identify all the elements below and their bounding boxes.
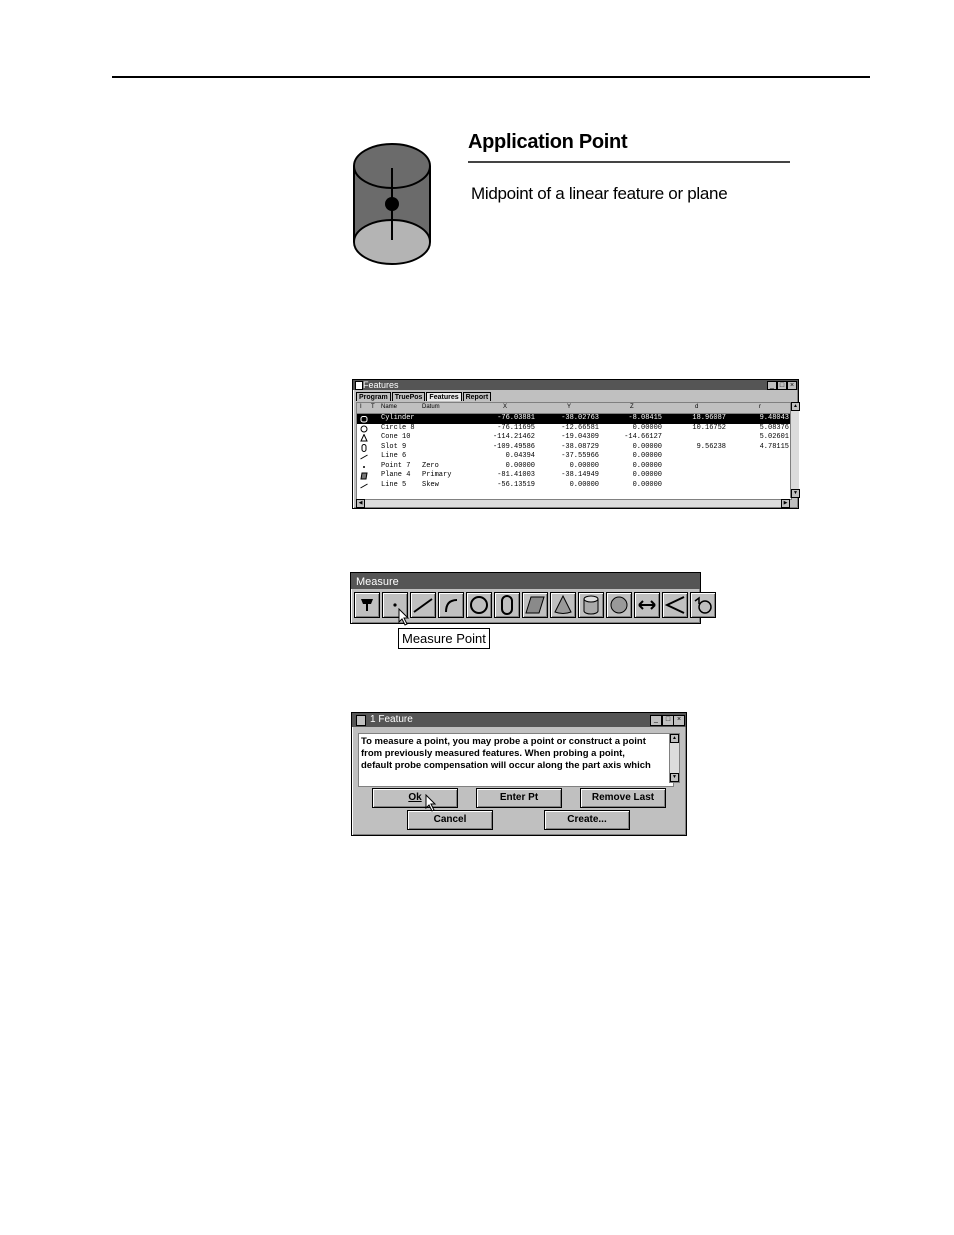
feature-dialog — [351, 712, 687, 836]
section-description: Midpoint of a linear feature or plane — [471, 184, 728, 203]
value-z: 0.00000 — [632, 442, 662, 451]
col-r[interactable]: r — [759, 404, 761, 410]
maximize-icon[interactable]: □ — [662, 715, 674, 726]
scroll-up-icon[interactable]: ▲ — [791, 402, 800, 411]
slot-tool-button[interactable] — [494, 592, 520, 618]
table-row[interactable] — [357, 433, 791, 443]
col-y[interactable]: Y — [567, 404, 572, 410]
value-z: -14.66127 — [624, 433, 662, 441]
feature-name: Line 5 — [381, 480, 407, 489]
cone-tool-button[interactable] — [550, 592, 576, 618]
mouse-pointer-icon — [425, 794, 437, 817]
scroll-down-icon[interactable]: ▼ — [791, 489, 800, 498]
value-z: 0.00000 — [632, 452, 662, 460]
angle-tool-button[interactable] — [662, 592, 688, 618]
value-z: 0.00000 — [632, 461, 662, 470]
tooltip: Measure Point — [398, 628, 490, 649]
slot-icon — [497, 595, 517, 615]
grid-header — [357, 403, 791, 414]
feature-name: Circle 8 — [381, 423, 415, 432]
cone-icon — [553, 595, 573, 615]
value-y: -38.14949 — [561, 471, 599, 479]
value-d: 9.56238 — [696, 442, 726, 451]
create-button[interactable]: Create... — [544, 810, 630, 830]
value-r: 4.78115 — [759, 442, 789, 451]
cancel-button[interactable]: Cancel — [407, 810, 493, 830]
line-icon — [413, 595, 433, 615]
arc-tool-button[interactable] — [438, 592, 464, 618]
value-d: 10.16752 — [692, 423, 726, 432]
feature-datum: Zero — [422, 461, 439, 470]
scroll-up-icon[interactable]: ▲ — [670, 734, 679, 743]
minimize-icon[interactable]: _ — [650, 715, 662, 726]
maximize-icon[interactable]: □ — [777, 381, 787, 390]
circle-icon — [469, 595, 489, 615]
value-x: 0.04394 — [505, 452, 535, 460]
value-y: -38.02763 — [561, 414, 599, 422]
scroll-down-icon[interactable]: ▼ — [670, 773, 679, 782]
value-r: 5.08376 — [759, 423, 789, 432]
close-icon[interactable]: × — [787, 381, 797, 390]
dialog-titlebar — [352, 713, 686, 727]
dialog-menu-icon[interactable] — [356, 715, 366, 726]
scroll-right-icon[interactable]: ▶ — [781, 499, 790, 508]
table-row[interactable] — [357, 462, 791, 472]
features-grid — [356, 402, 792, 500]
angle-icon — [665, 595, 685, 615]
col-t[interactable]: T — [371, 404, 375, 410]
value-r: 5.02601 — [759, 433, 789, 441]
sphere-icon — [609, 595, 629, 615]
feature-name: Slot 9 — [381, 442, 407, 451]
plane-icon — [525, 595, 545, 615]
circle-tool-button[interactable] — [466, 592, 492, 618]
value-x: -56.13519 — [497, 480, 535, 489]
probe-tool-button[interactable] — [354, 592, 380, 618]
rotation-icon — [693, 595, 713, 615]
feature-datum: Primary — [422, 471, 452, 479]
tab-report[interactable]: Report — [463, 392, 492, 401]
value-x: -76.03881 — [497, 414, 535, 422]
value-z: -8.08415 — [628, 414, 662, 422]
table-row[interactable] — [357, 443, 791, 453]
features-window — [352, 379, 799, 509]
line-tool-button[interactable] — [410, 592, 436, 618]
col-z[interactable]: Z — [630, 404, 634, 410]
table-row[interactable] — [357, 414, 791, 424]
value-x: -109.49586 — [492, 442, 535, 451]
cylinder-tool-button[interactable] — [578, 592, 604, 618]
value-y: 0.00000 — [569, 461, 599, 470]
sphere-tool-button[interactable] — [606, 592, 632, 618]
value-x: -76.11695 — [497, 423, 535, 432]
value-x: 0.00000 — [505, 461, 535, 470]
message-scrollbar[interactable] — [669, 733, 680, 783]
value-z: 0.00000 — [632, 471, 662, 479]
arc-icon — [441, 595, 461, 615]
vertical-scrollbar[interactable] — [790, 402, 799, 498]
message-line: from previously measured features. When probing a point, — [361, 748, 625, 759]
title-rule — [468, 161, 790, 163]
features-tabs — [356, 392, 491, 401]
close-icon[interactable]: × — [673, 715, 685, 726]
col-datum[interactable]: Datum — [422, 404, 440, 410]
cylinder-icon — [581, 595, 601, 615]
tab-program[interactable]: Program — [356, 392, 391, 401]
table-row[interactable] — [357, 424, 791, 434]
table-row[interactable] — [357, 481, 791, 491]
value-z: 0.00000 — [632, 423, 662, 432]
value-x: -114.21462 — [492, 433, 535, 441]
enter-pt-button[interactable]: Enter Pt — [476, 788, 562, 808]
value-r: 9.48043 — [759, 414, 789, 422]
tab-truepos[interactable]: TruePos — [392, 392, 426, 401]
cylinder-illustration-icon — [348, 138, 440, 270]
window-title: Features — [363, 380, 399, 390]
ok-button[interactable] — [372, 788, 458, 808]
line-icon — [360, 482, 368, 495]
rotation-tool-button[interactable] — [690, 592, 716, 618]
features-titlebar — [353, 380, 798, 390]
value-y: -19.04309 — [561, 433, 599, 441]
value-x: -81.41003 — [497, 471, 535, 479]
feature-name: Plane 4 — [381, 471, 411, 479]
section-title: Application Point — [468, 131, 628, 153]
col-i[interactable]: I — [360, 404, 362, 410]
tab-features[interactable]: Features — [426, 392, 461, 401]
remove-last-button[interactable]: Remove Last — [580, 788, 666, 808]
dialog-message — [358, 733, 674, 787]
scroll-left-icon[interactable]: ◀ — [356, 499, 365, 508]
minimize-icon[interactable]: _ — [767, 381, 777, 390]
value-y: -37.55966 — [561, 452, 599, 460]
distance-icon — [637, 595, 657, 615]
horizontal-scrollbar[interactable] — [356, 499, 790, 507]
top-rule — [112, 76, 870, 78]
feature-name: Line 6 — [381, 452, 407, 460]
value-y: 0.00000 — [569, 480, 599, 489]
probe-icon — [357, 595, 377, 615]
value-d: 18.96087 — [692, 414, 726, 422]
table-row[interactable] — [357, 452, 791, 462]
dialog-title: 1 Feature — [370, 714, 413, 725]
value-y: -38.08729 — [561, 442, 599, 451]
feature-datum: Skew — [422, 480, 439, 489]
col-x[interactable]: X — [503, 404, 508, 410]
plane-tool-button[interactable] — [522, 592, 548, 618]
window-menu-icon[interactable] — [355, 381, 363, 390]
feature-name: Cone 10 — [381, 433, 411, 441]
value-z: 0.00000 — [632, 480, 662, 489]
message-line: To measure a point, you may probe a point or construct a point — [361, 736, 646, 747]
measure-titlebar: Measure — [351, 573, 700, 589]
feature-name: Point 7 — [381, 461, 411, 470]
distance-tool-button[interactable] — [634, 592, 660, 618]
message-line: default probe compensation will occur along the part axis which — [361, 760, 651, 771]
value-y: -12.66581 — [561, 423, 599, 432]
ok-label: Ok — [408, 792, 422, 803]
feature-name: Cylinder — [381, 414, 415, 422]
col-d[interactable]: d — [695, 404, 699, 410]
col-name[interactable]: Name — [381, 404, 398, 410]
table-row[interactable] — [357, 471, 791, 481]
